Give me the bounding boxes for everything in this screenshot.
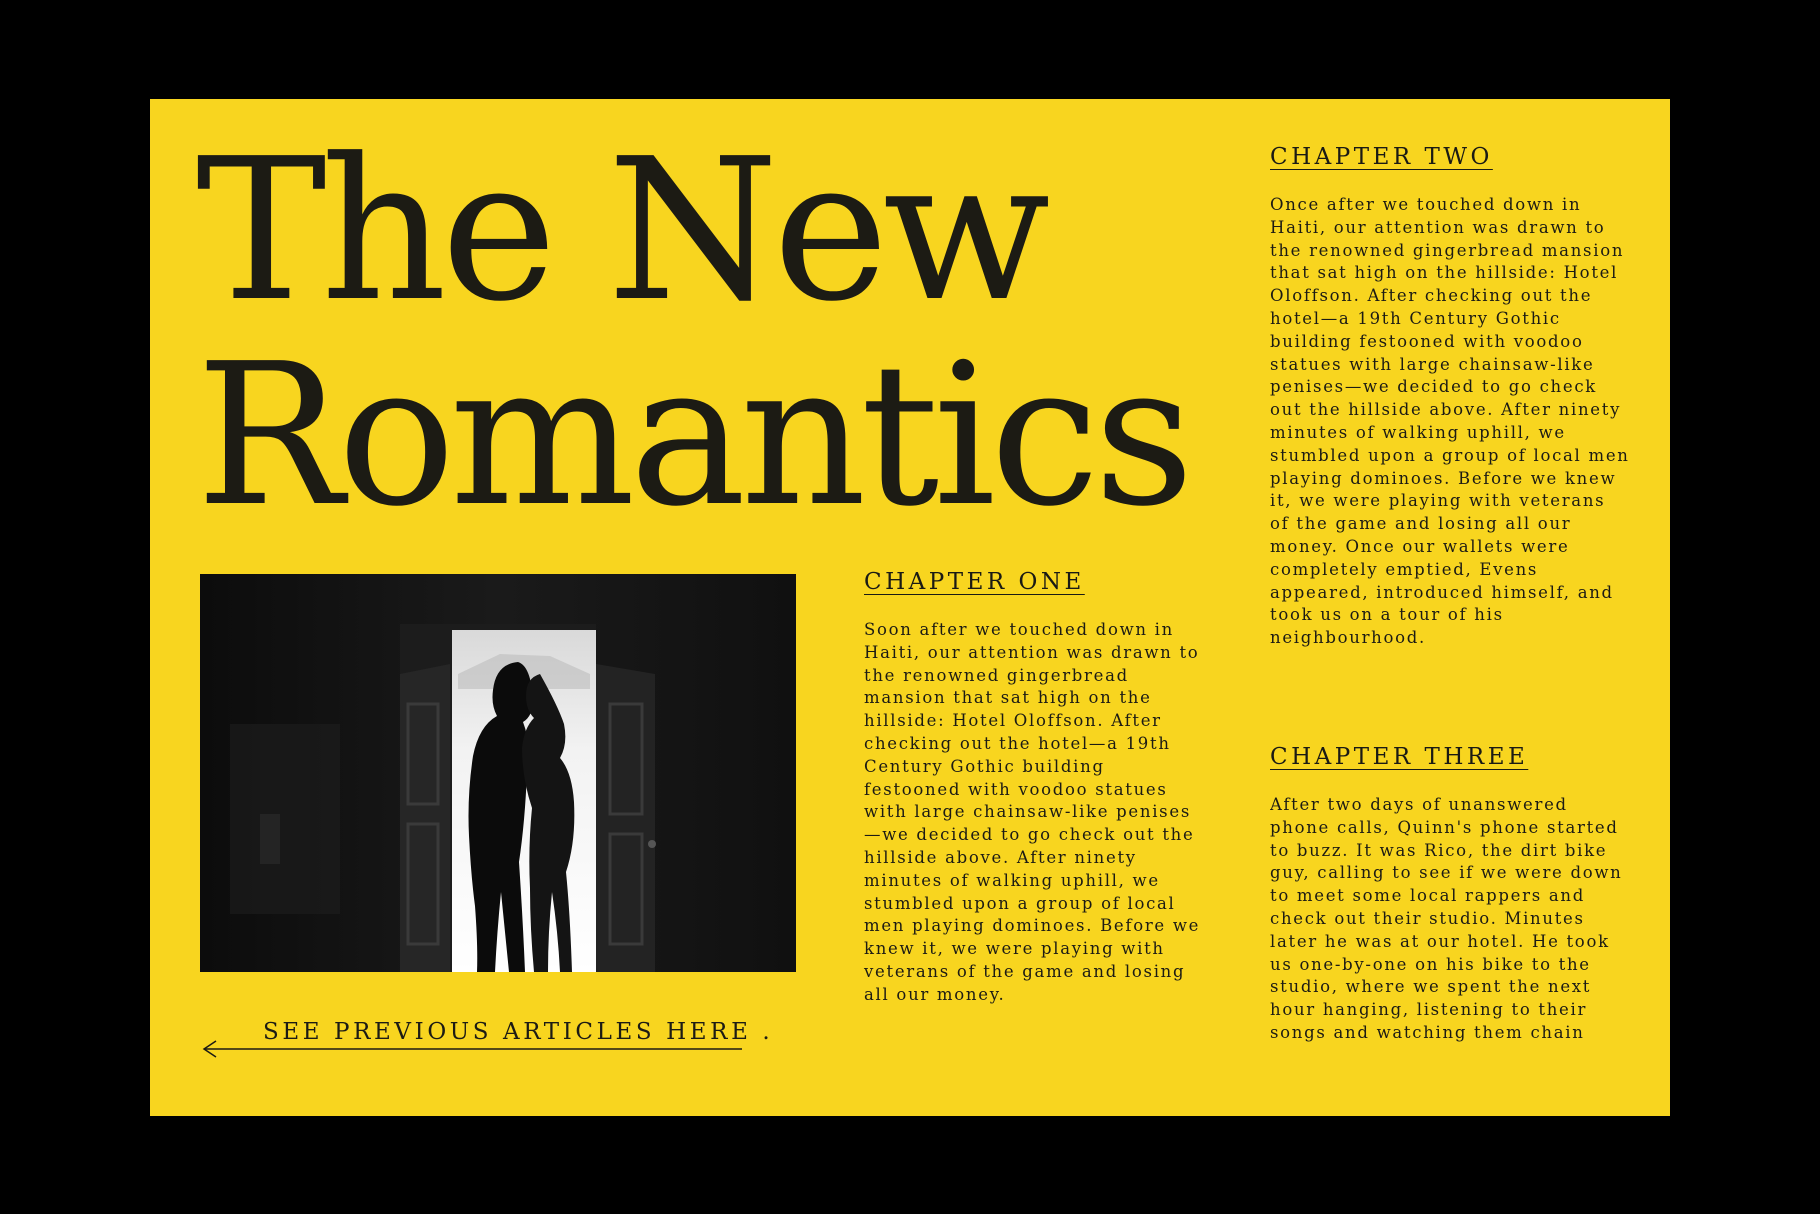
chapter-three-heading: CHAPTER THREE [1270, 744, 1529, 770]
chapter-one-body: Soon after we touched down in Haiti, our attention was drawn to the renowned gingerbread mansion that sat high on the hillside: Hotel Oloffson. After checking out the hotel—a 19th Century Gothic building festooned with voodoo statues with large chainsaw-like penises—we decided to go check out the hillside above. After ninety minutes of walking uphill, we stumbled upon a group of local men playing dominoes. Before we knew it, we were playing with veterans of the game and losing all our money. [864, 620, 1201, 1004]
title-line-1: The New [196, 117, 1045, 345]
couple-silhouette-image [200, 574, 796, 972]
chapter-three [1270, 744, 1630, 1074]
previous-articles-label: SEE PREVIOUS ARTICLES HERE . [263, 1019, 774, 1045]
chapter-two-heading: CHAPTER TWO [1270, 144, 1493, 170]
chapter-three-body: After two days of unanswered phone calls, Quinn's phone started to buzz. It was Rico, the dirt bike guy, calling to see if we were down to meet some local rappers and check out their studio. Minutes later he was at our hotel. He took us one-by-one on his bike to the studio, where we spent the next hour hanging, listening to their songs and watching them chain [1270, 795, 1623, 1042]
article-page [150, 99, 1670, 1116]
chapter-one-heading: CHAPTER ONE [864, 569, 1085, 595]
chapter-two [1270, 144, 1630, 650]
article-title [196, 117, 1189, 550]
previous-articles-link[interactable] [202, 1019, 774, 1059]
title-line-2: Romantics [196, 322, 1189, 550]
article-photo [200, 574, 796, 972]
chapter-two-body: Once after we touched down in Haiti, our attention was drawn to the renowned gingerbread mansion that sat high on the hillside: Hotel Oloffson. After checking out the hotel—a 19th Century Gothic building festooned with voodoo statues with large chainsaw-like penises—we decided to go check out the hillside above. After ninety minutes of walking uphill, we stumbled upon a group of local men playing dominoes. Before we knew it, we were playing with veterans of the game and losing all our money. Once our wallets were completely emptied, Evens appeared, introduced himself, and took us on a tour of his neighbourhood. [1270, 195, 1630, 648]
chapter-one [864, 569, 1204, 1007]
